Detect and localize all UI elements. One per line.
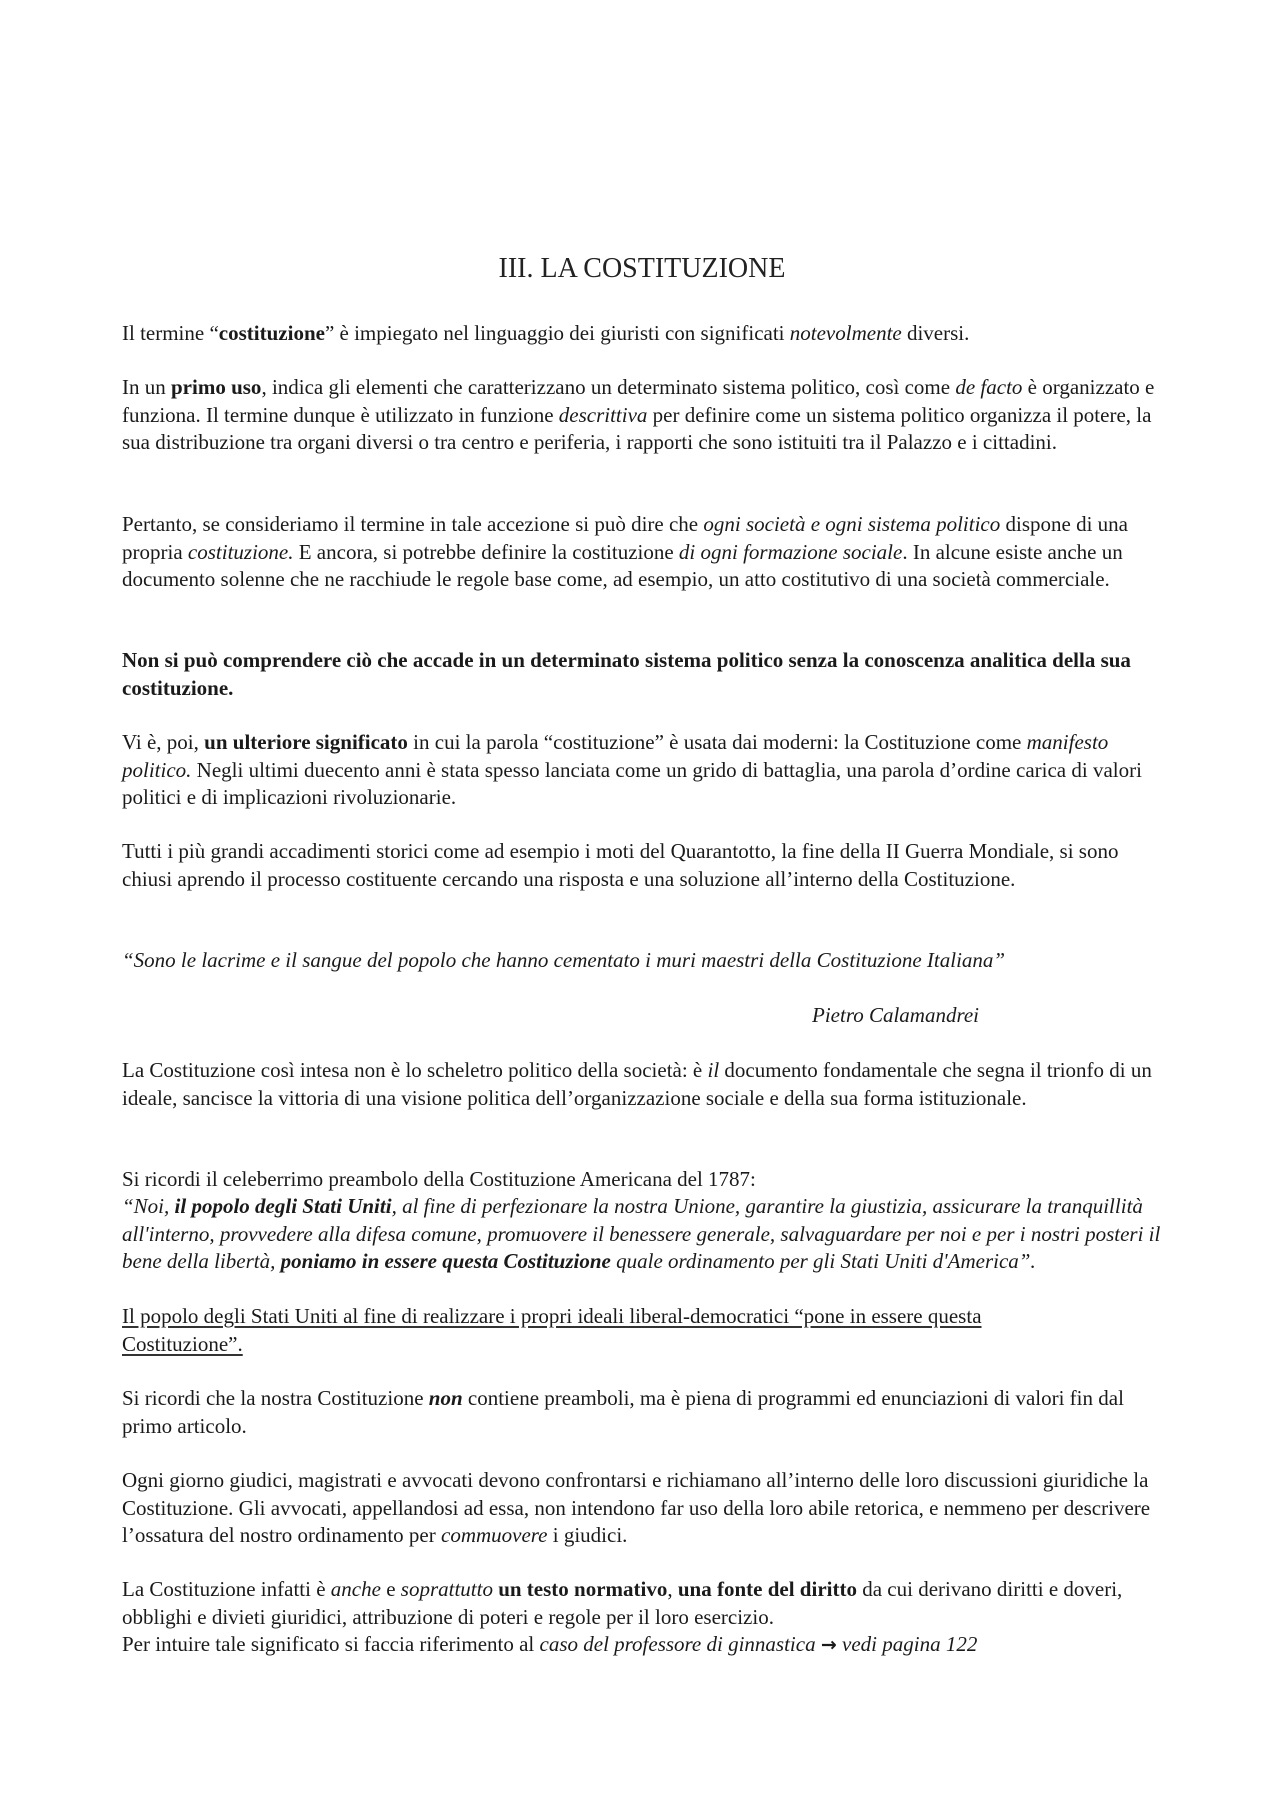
quote-calamandrei: “Sono le lacrime e il sangue del popolo che hanno cementato i muri maestri della Costituzione Italiana”: [122, 948, 1006, 972]
text: per definire come un sistema politico organizza il potere, la sua distribuzione tra organi diversi o tra centro e periferia, i rapporti che sono istituiti tra il Palazzo e i cittadini.: [122, 402, 1152, 454]
bold-term: poniamo in essere questa Costituzione: [280, 1249, 611, 1273]
text: quale ordinamento per gli Stati Uniti d'America”.: [610, 1249, 1036, 1273]
text: E ancora, si potrebbe definire la costituzione: [293, 539, 679, 564]
italic-term: de facto: [955, 375, 1023, 399]
text: ” è impiegato nel linguaggio dei giuristi con significati: [324, 321, 790, 345]
italic-term: anche: [330, 1577, 381, 1601]
text: in cui la parola “costituzione” è usata dai moderni: la Costituzione come: [407, 730, 1027, 754]
paragraph-intro: [122, 320, 1172, 348]
paragraph-accezione: [122, 511, 1172, 594]
text: è organizzato e funziona. Il termine dunque è utilizzato in funzione: [122, 375, 1155, 427]
italic-term: costituzione.: [187, 539, 294, 564]
quote-american-preamble: [122, 1193, 1172, 1276]
document-title: III. LA COSTITUZIONE: [498, 253, 786, 284]
italic-term: caso del professore di ginnastica: [539, 1632, 816, 1656]
arrow-right-icon: →: [820, 1634, 837, 1656]
text: In un: [122, 375, 171, 399]
bold-term: il popolo degli Stati Uniti: [174, 1194, 392, 1218]
paragraph-manifesto: [122, 729, 1172, 812]
text: “Noi,: [122, 1194, 175, 1218]
quote-author: Pietro Calamandrei: [812, 1003, 980, 1027]
text: documento fondamentale che segna il trionfo di un ideale, sancisce la vittoria di una visione politica dell’organizzazione sociale e della sua forma istituzionale.: [122, 1058, 1152, 1110]
bold-term: costituzione: [218, 321, 325, 345]
text: Pertanto, se consideriamo il termine in tale accezione si può dire che: [122, 512, 704, 536]
text: Il termine “: [122, 321, 219, 345]
paragraph-judges: [122, 1467, 1172, 1550]
paragraph-normative-text: [122, 1576, 1172, 1660]
italic-term: ogni società e ogni sistema politico: [703, 512, 1001, 536]
paragraph-no-preamble: [122, 1385, 1172, 1440]
bold-term: una fonte del diritto: [677, 1577, 857, 1601]
page-reference: vedi pagina 122: [836, 1632, 978, 1656]
text: , al fine di perfezionare la nostra Unione, garantire la giustizia, assicurare la tranquillità all'interno, provvedere alla difesa comune, promuovere il benessere generale, salvaguardare per noi e per i nostri posteri il bene della libertà,: [122, 1194, 1161, 1273]
italic-term: soprattutto: [400, 1577, 493, 1601]
text: . In alcune esiste anche un documento solenne che ne racchiude le regole base come, ad esempio, un atto costitutivo di una società commerciale.: [122, 539, 1123, 591]
text: La Costituzione così intesa non è lo scheletro politico della società: è: [122, 1058, 708, 1082]
text: e: [380, 1577, 401, 1601]
paragraph-first-use: [122, 374, 1172, 457]
text: La Costituzione infatti è: [122, 1577, 331, 1601]
text: , indica gli elementi che caratterizzano un determinato sistema politico, così come: [261, 375, 956, 399]
paragraph-preamble-intro: Si ricordi il celeberrimo preambolo della Costituzione Americana del 1787:: [122, 1167, 756, 1191]
italic-term: il: [707, 1058, 720, 1082]
text: i giudici.: [547, 1523, 628, 1547]
italic-term: commuovere: [441, 1523, 548, 1547]
paragraph-ideal: [122, 1057, 1172, 1112]
text: Per intuire tale significato si faccia riferimento al: [122, 1632, 540, 1656]
text: Ogni giorno giudici, magistrati e avvocati devono confrontarsi e richiamano all’interno delle loro discussioni giuridiche la Costituzione. Gli avvocati, appellandosi ad essa, non intendono far uso della loro abile retorica, e nemmeno per descrivere l’ossatura del nostro ordinamento per: [122, 1468, 1151, 1547]
text: diversi.: [901, 321, 970, 345]
bold-italic-term: non: [428, 1386, 463, 1410]
text: dispone di una propria: [122, 512, 1128, 564]
text: Negli ultimi duecento anni è stata spesso lanciata come un grido di battaglia, una parola d’ordine carica di valori politici e di implicazioni rivoluzionarie.: [122, 757, 1142, 809]
text: contiene preamboli, ma è piena di programmi ed enunciazioni di valori fin dal primo articolo.: [122, 1386, 1124, 1438]
bold-term: primo uso: [171, 375, 262, 399]
italic-term: di ogni formazione sociale: [678, 539, 903, 564]
text: ,: [667, 1577, 678, 1601]
bold-term: un testo normativo: [498, 1577, 668, 1601]
text: da cui derivano diritti e doveri, obblighi e divieti giuridici, attribuzione di poteri e regole per il loro esercizio.: [122, 1577, 1123, 1629]
paragraph-underlined-summary: Il popolo degli Stati Uniti al fine di realizzare i propri ideali liberal-democratici “pone in essere questa Costituzione”.: [122, 1304, 982, 1356]
bold-term: un ulteriore significato: [204, 730, 408, 754]
paragraph-historical-events: Tutti i più grandi accadimenti storici come ad esempio i moti del Quarantotto, la fine della II Guerra Mondiale, si sono chiusi aprendo il processo costituente cercando una risposta e una soluzione all’interno della Costituzione.: [122, 839, 1119, 891]
text: Vi è, poi,: [122, 730, 205, 754]
paragraph-bold-statement: Non si può comprendere ciò che accade in un determinato sistema politico senza la conoscenza analitica della sua costituzione.: [122, 648, 1131, 700]
italic-term: descrittiva: [558, 402, 648, 427]
italic-term: manifesto politico.: [122, 730, 1109, 782]
italic-term: notevolmente: [789, 321, 902, 345]
text: Si ricordi che la nostra Costituzione: [122, 1386, 429, 1410]
